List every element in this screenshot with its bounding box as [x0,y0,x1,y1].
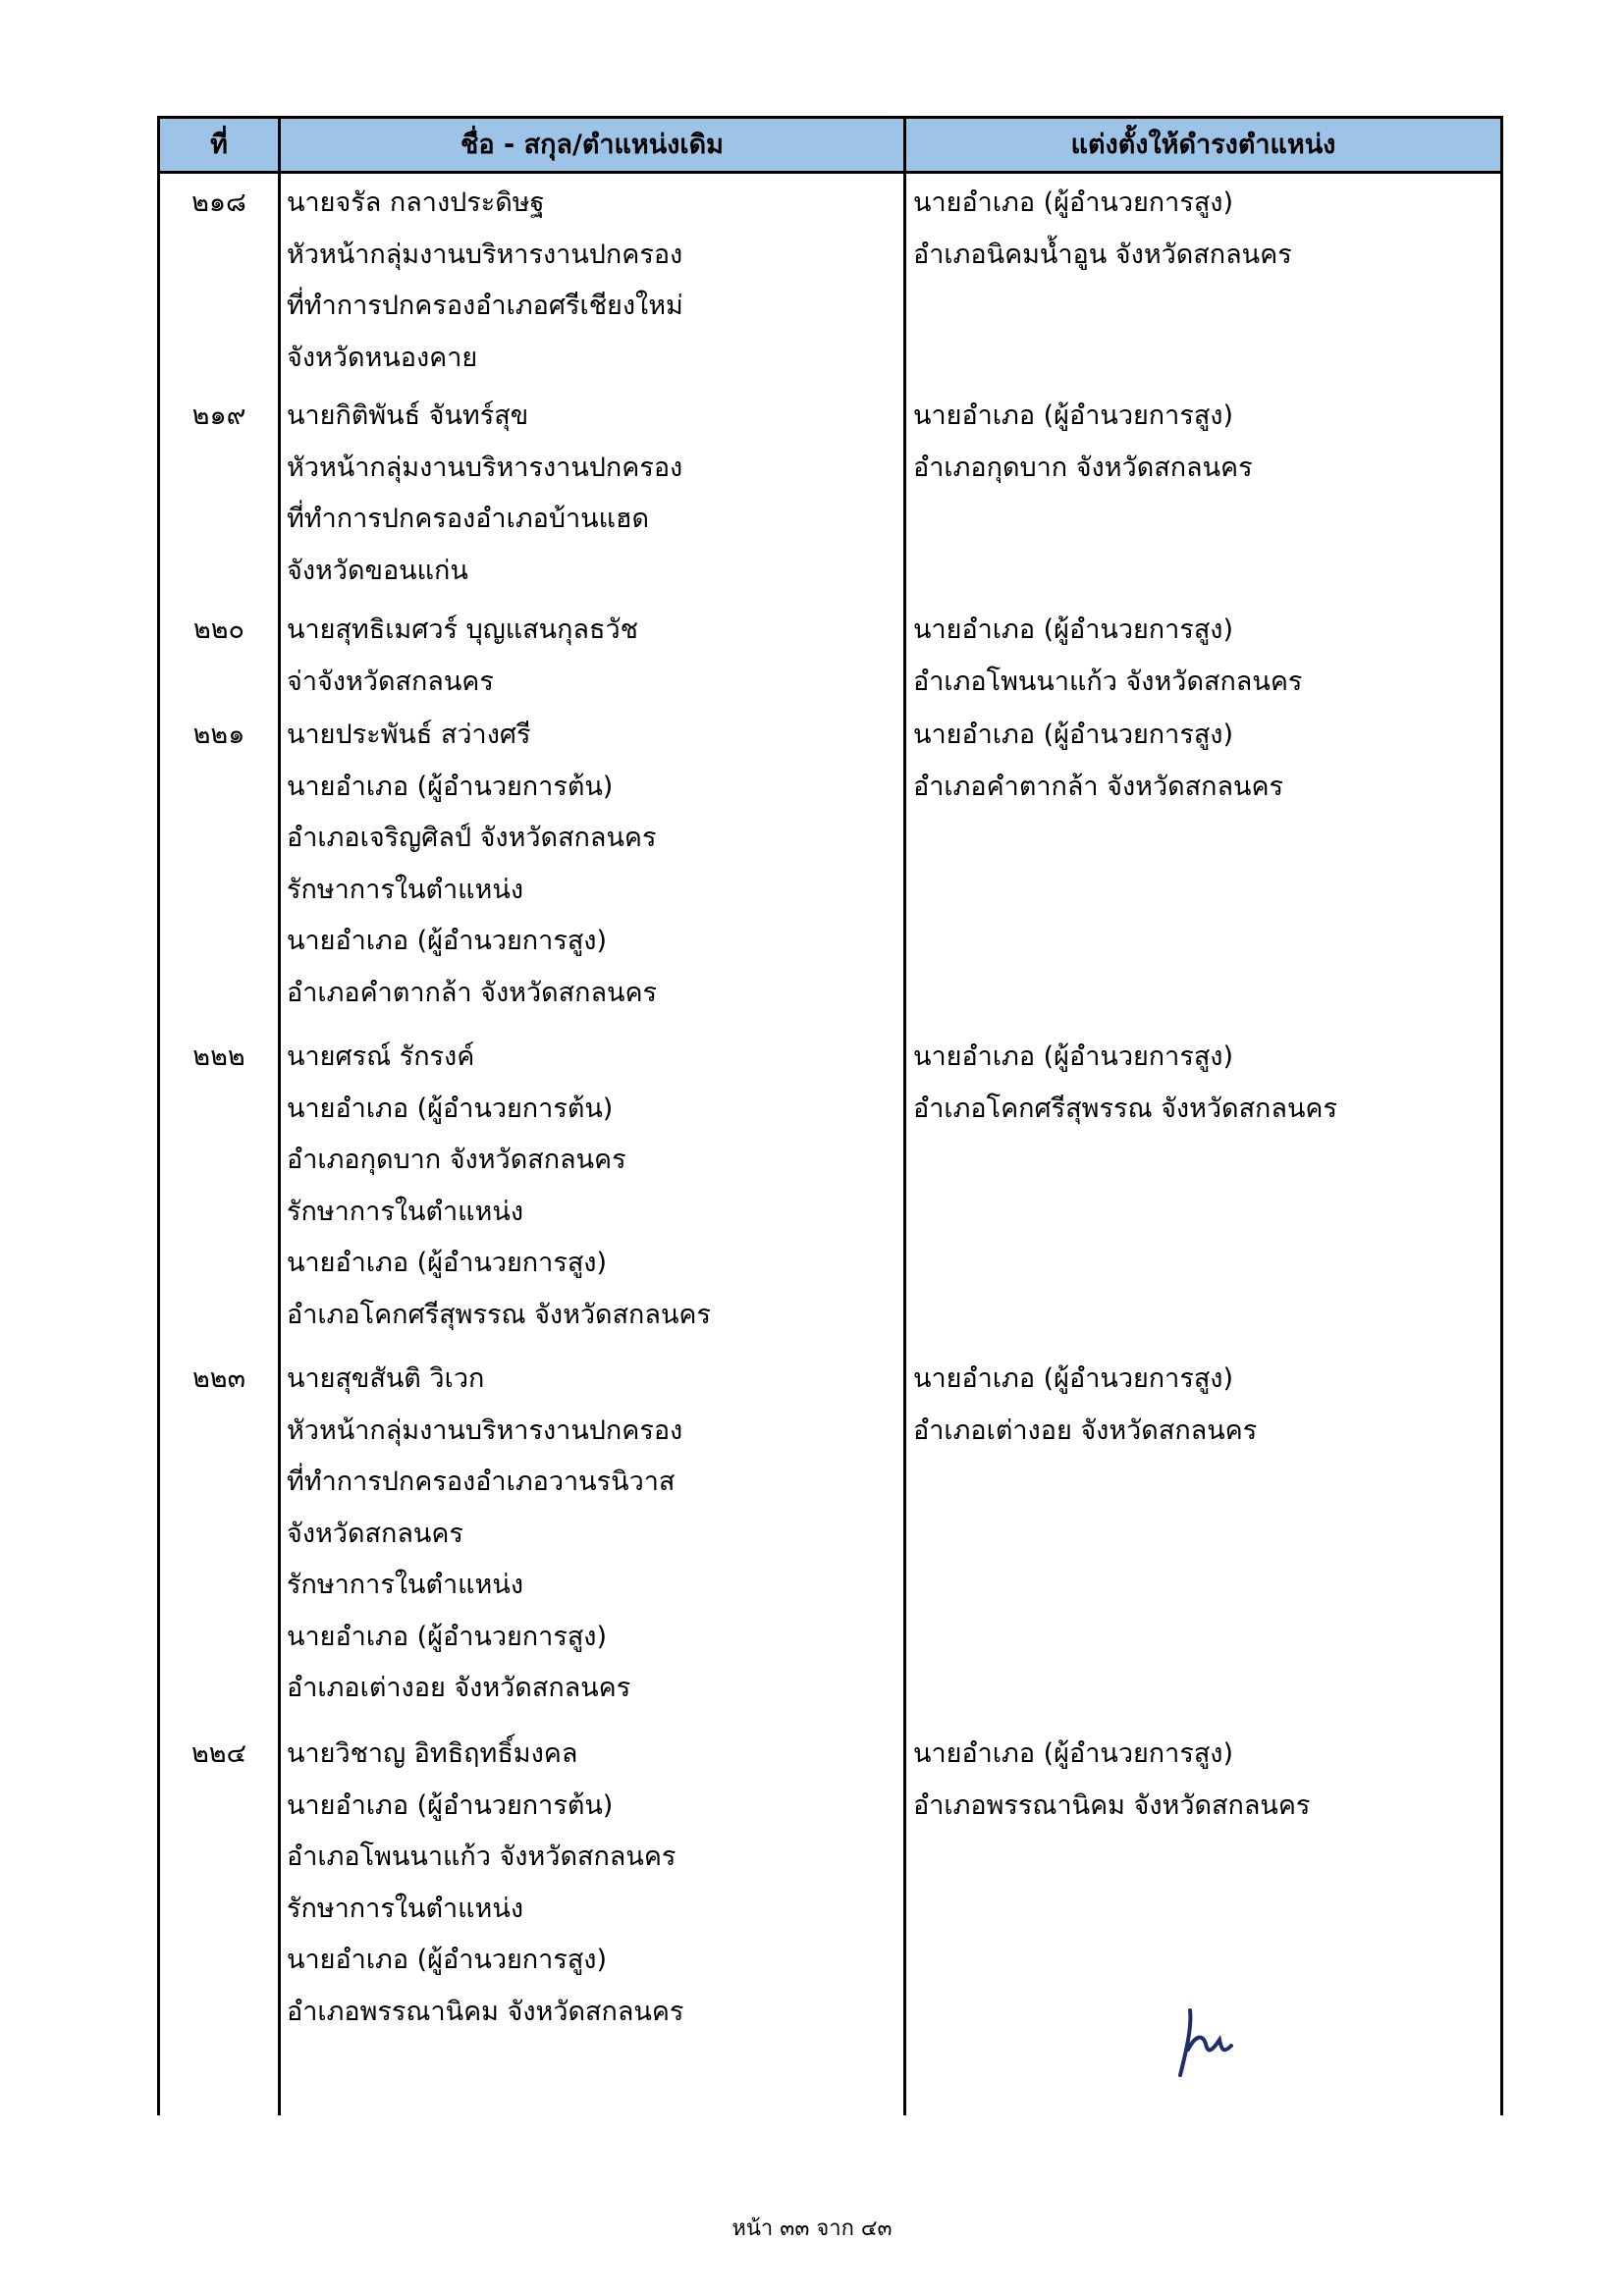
appointed-position-line: นายอำเภอ (ผู้อำนวยการสูง) [913,1041,1234,1072]
appointed-position-cell [913,710,1492,813]
old-position-line: อำเภอโคกศรีสุพรรณ จังหวัดสกลนคร [287,1299,711,1330]
old-position-line: อำเภอคำตากล้า จังหวัดสกลนคร [287,977,658,1008]
row-number: ๒๒๑ [192,720,245,750]
old-position-line: ที่ทำการปกครองอำเภอวานรนิวาส [287,1467,676,1497]
row-number: ๒๒๓ [191,1363,246,1394]
appointed-position-line: อำเภอเต่างอย จังหวัดสกลนคร [913,1415,1258,1446]
appointed-position-cell [913,1032,1492,1135]
appointed-position-line: อำเภอนิคมน้ำอูน จังหวัดสกลนคร [913,239,1292,270]
row-number: ๒๒๒ [192,1041,245,1072]
header-appointed-position: แต่งตั้งให้ดำรงตำแหน่ง [1070,130,1336,160]
row-number: ๒๑๘ [191,187,246,218]
old-position-line: หัวหน้ากลุ่มงานบริหารงานปกครอง [287,1415,683,1446]
appointed-position-line: นายอำเภอ (ผู้อำนวยการสูง) [913,1738,1234,1769]
old-position-line: นายอำเภอ (ผู้อำนวยการสูง) [287,926,608,956]
old-position-line: รักษาการในตำแหน่ง [287,1570,523,1600]
appointed-position-cell [913,1354,1492,1457]
old-position-line: อำเภอเจริญศิลป์ จังหวัดสกลนคร [287,823,657,853]
appointed-position-line: นายอำเภอ (ผู้อำนวยการสูง) [913,720,1234,750]
old-position-cell [287,605,905,708]
appointed-position-line: อำเภอคำตากล้า จังหวัดสกลนคร [913,771,1284,802]
appointed-position-line: อำเภอโคกศรีสุพรรณ จังหวัดสกลนคร [913,1093,1337,1124]
old-position-line: รักษาการในตำแหน่ง [287,874,523,905]
old-position-cell [287,1729,905,2038]
appointed-position-line: นายอำเภอ (ผู้อำนวยการสูง) [913,400,1234,431]
old-position-line: นายสุขสันติ วิเวก [287,1363,485,1394]
old-position-line: ที่ทำการปกครองอำเภอศรีเชียงใหม่ [287,291,683,321]
appointed-position-line: นายอำเภอ (ผู้อำนวยการสูง) [913,1363,1234,1394]
old-position-line: รักษาการในตำแหน่ง [287,1893,523,1924]
column-divider [278,119,281,2115]
table-header [160,119,1500,174]
appointed-position-cell [913,605,1492,708]
old-position-line: อำเภอเต่างอย จังหวัดสกลนคร [287,1673,631,1703]
old-position-line: นายวิชาญ อิทธิฤทธิ์มงคล [287,1738,578,1769]
old-position-line: นายอำเภอ (ผู้อำนวยการสูง) [287,1248,608,1278]
old-position-line: นายประพันธ์ สว่างศรี [287,720,531,750]
appointed-position-line: อำเภอโพนนาแก้ว จังหวัดสกลนคร [913,666,1303,697]
old-position-line: ที่ทำการปกครองอำเภอบ้านแฮด [287,504,650,534]
appointed-position-line: นายอำเภอ (ผู้อำนวยการสูง) [913,614,1234,645]
old-position-cell [287,1032,905,1341]
appointed-position-line: นายอำเภอ (ผู้อำนวยการสูง) [913,187,1234,218]
old-position-line: จังหวัดขอนแก่น [287,555,468,586]
old-position-line: จังหวัดหนองคาย [287,342,478,373]
appointed-position-cell [913,391,1492,494]
old-position-line: หัวหน้ากลุ่มงานบริหารงานปกครอง [287,239,683,270]
old-position-line: หัวหน้ากลุ่มงานบริหารงานปกครอง [287,452,683,483]
old-position-line: อำเภอโพนนาแก้ว จังหวัดสกลนคร [287,1842,677,1872]
old-position-line: อำเภอกุดบาก จังหวัดสกลนคร [287,1145,626,1175]
old-position-line: นายอำเภอ (ผู้อำนวยการต้น) [287,1789,614,1821]
page-number: หน้า ๓๓ จาก ๔๓ [731,2216,893,2241]
old-position-line: นายอำเภอ (ผู้อำนวยการสูง) [287,1621,608,1652]
old-position-cell [287,178,905,384]
appointed-position-cell [913,1729,1492,1832]
old-position-cell [287,391,905,597]
old-position-line: นายกิติพันธ์ จันทร์สุข [287,400,529,431]
old-position-line: นายสุทธิเมศวร์ บุญแสนกุลธวัช [287,614,638,645]
old-position-line: นายศรณ์ รักรงค์ [287,1041,475,1072]
header-name-old-position: ชื่อ - สกุล/ตำแหน่งเดิม [460,130,724,160]
old-position-line: นายอำเภอ (ผู้อำนวยการสูง) [287,1945,608,1975]
appointed-position-line: อำเภอกุดบาก จังหวัดสกลนคร [913,452,1253,483]
header-no: ที่ [210,130,228,160]
old-position-cell [287,710,905,1019]
signature-mark [1176,2002,1235,2081]
appointment-table [157,116,1503,2115]
old-position-line: นายอำเภอ (ผู้อำนวยการต้น) [287,1093,614,1124]
old-position-line: จังหวัดสกลนคร [287,1518,463,1549]
appointed-position-line: อำเภอพรรณานิคม จังหวัดสกลนคร [913,1789,1311,1821]
old-position-line: รักษาการในตำแหน่ง [287,1196,523,1227]
row-number: ๒๒๔ [190,1738,247,1769]
old-position-cell [287,1354,905,1715]
old-position-line: จ่าจังหวัดสกลนคร [287,666,494,697]
row-number: ๒๑๙ [191,400,246,431]
old-position-line: นายอำเภอ (ผู้อำนวยการต้น) [287,771,614,802]
old-position-line: อำเภอพรรณานิคม จังหวัดสกลนคร [287,1996,684,2027]
row-number: ๒๒๐ [192,614,245,645]
old-position-line: นายจรัล กลางประดิษฐ [287,187,545,218]
appointed-position-cell [913,178,1492,281]
